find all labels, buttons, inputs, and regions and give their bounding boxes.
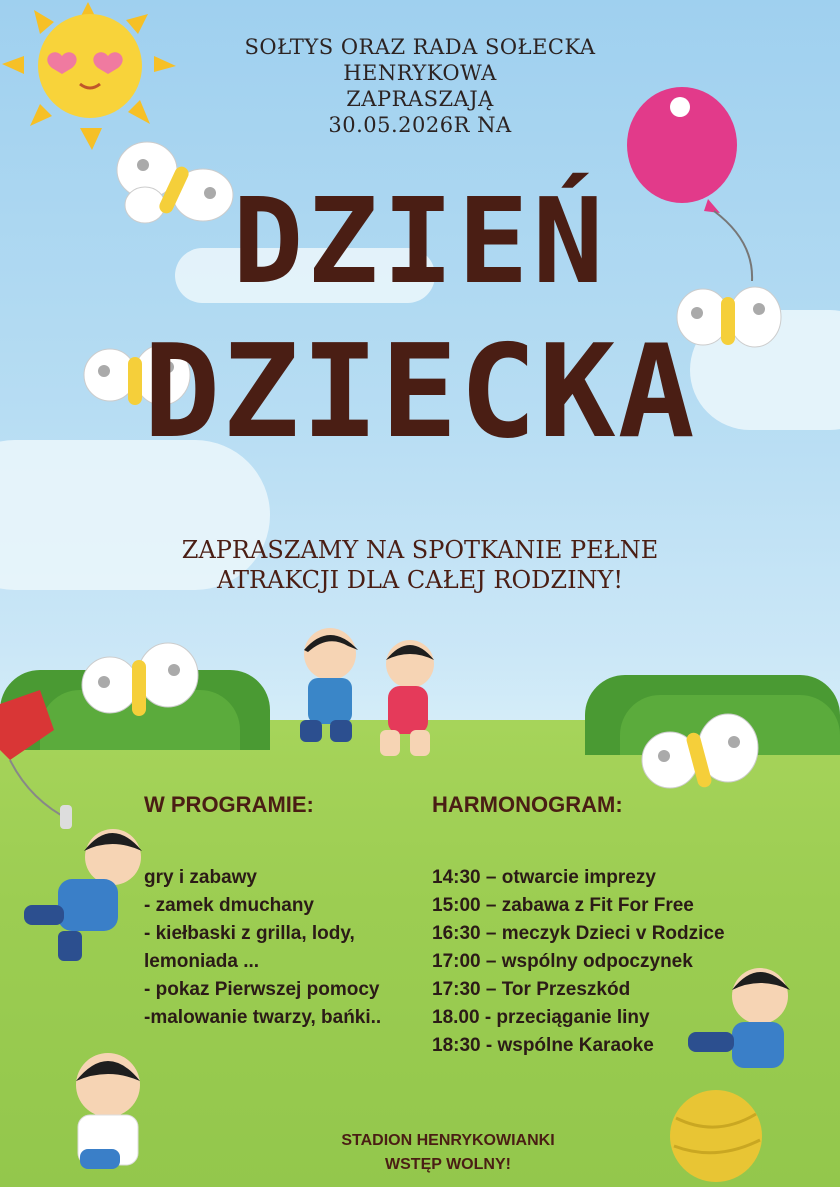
- venue-name: STADION HENRYKOWIANKI: [341, 1132, 555, 1149]
- header-line: SOŁTYS ORAZ RADA SOŁECKA: [244, 35, 596, 59]
- title-line-2: DZIECKA: [143, 318, 697, 467]
- list-item: 16:30 – meczyk Dzieci v Rodzice: [432, 923, 725, 944]
- free-entry: WSTĘP WOLNY!: [385, 1156, 511, 1173]
- list-item: - kiełbaski z grilla, lody,: [144, 923, 355, 944]
- header-line: ZAPRASZAJĄ: [346, 87, 494, 111]
- list-item: 18:30 - wspólne Karaoke: [432, 1035, 654, 1056]
- list-item: 15:00 – zabawa z Fit For Free: [432, 895, 694, 916]
- organizer-header: [0, 34, 840, 138]
- list-item: lemoniada ...: [144, 951, 260, 972]
- header-line: HENRYKOWA: [343, 61, 497, 85]
- child-illustration: [270, 620, 460, 780]
- tagline-line: ATRAKCJI DLA CAŁEJ RODZINY!: [216, 566, 624, 594]
- program-list: [144, 864, 424, 1032]
- list-item: - pokaz Pierwszej pomocy: [144, 979, 380, 1000]
- schedule-list: [432, 864, 792, 1060]
- list-item: - zamek dmuchany: [144, 895, 314, 916]
- title-line-1: DZIEŃ: [232, 172, 608, 310]
- program-section: [144, 792, 424, 1032]
- venue-footer: [0, 1129, 840, 1177]
- list-item: 17:30 – Tor Przeszkód: [432, 979, 631, 1000]
- invitation-tagline: [0, 535, 840, 595]
- schedule-section: [432, 792, 792, 1060]
- list-item: -malowanie twarzy, bańki..: [144, 1007, 382, 1028]
- list-item: 17:00 – wspólny odpoczynek: [432, 951, 693, 972]
- list-item: gry i zabawy: [144, 867, 257, 888]
- butterfly-icon: [640, 700, 760, 800]
- event-date: 30.05.2026R NA: [328, 113, 512, 137]
- program-heading: W PROGRAMIE:: [144, 792, 314, 817]
- schedule-heading: HARMONOGRAM:: [432, 792, 623, 817]
- child-illustration: [18, 805, 158, 975]
- butterfly-icon: [80, 630, 200, 730]
- list-item: 14:30 – otwarcie imprezy: [432, 867, 656, 888]
- list-item: 18.00 - przeciąganie liny: [432, 1007, 650, 1028]
- tagline-line: ZAPRASZAMY NA SPOTKANIE PEŁNE: [181, 536, 659, 564]
